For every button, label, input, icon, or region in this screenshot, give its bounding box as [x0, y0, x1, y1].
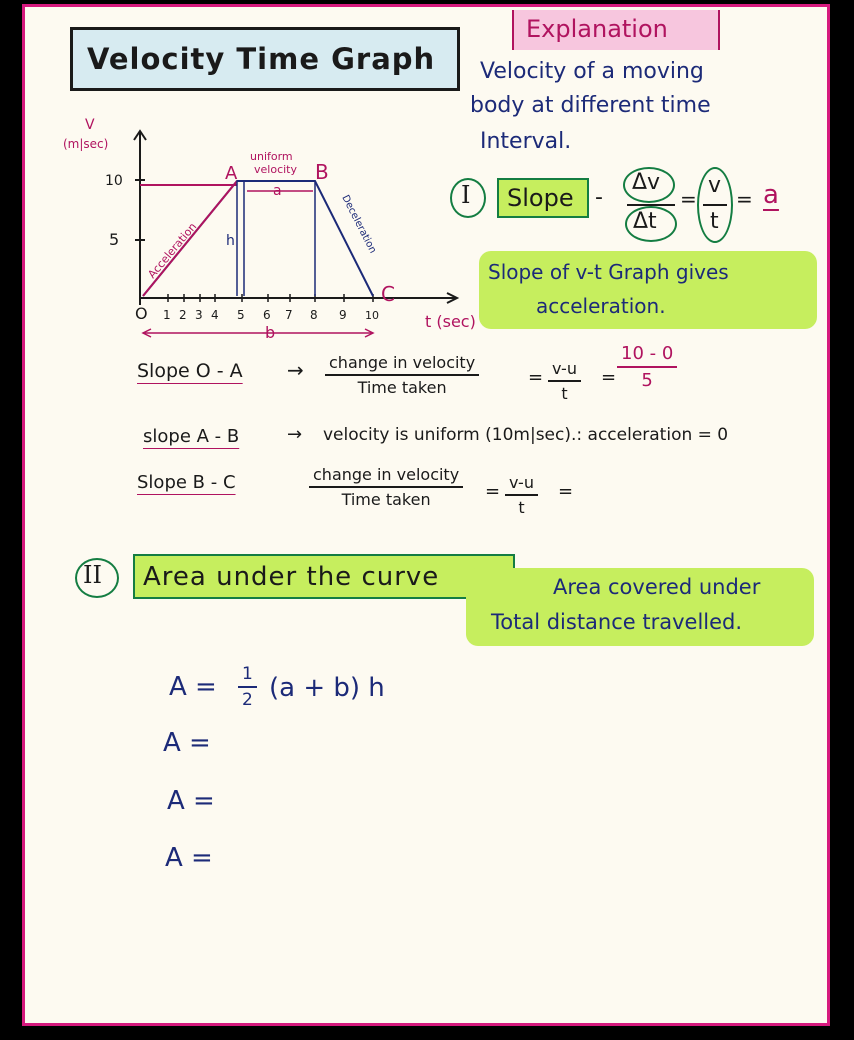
y-axis-unit: (m|sec) — [63, 137, 109, 151]
delta-v: Δv — [632, 170, 661, 195]
x-tick-label-5: 5 — [237, 308, 245, 322]
y-tick-label-5: 5 — [109, 230, 120, 249]
area-eq-lhs: A = — [169, 672, 217, 702]
x-tick-label-10: 10 — [365, 309, 379, 322]
explanation-line-1: Velocity of a moving — [480, 59, 704, 84]
slope-ab-label: slope A - B — [143, 426, 240, 447]
x-tick-label-9: 9 — [339, 308, 347, 322]
area-eq-line-2: A = — [163, 728, 211, 758]
slope-t: t — [710, 209, 719, 234]
area-heading-box — [133, 554, 515, 599]
point-a-label: A — [225, 163, 238, 184]
y-axis-label: V — [85, 117, 95, 133]
bottom-dimension-label: b — [265, 323, 276, 342]
x-tick-label-1: 1 — [163, 308, 171, 322]
delta-t: Δt — [633, 209, 657, 234]
x-tick-label-4: 4 — [211, 308, 219, 322]
section-2-numeral: II — [83, 561, 102, 589]
explanation-heading: Explanation — [526, 15, 668, 43]
uniform-label: uniform — [250, 150, 293, 163]
area-note-line-1: Area covered under — [553, 575, 761, 599]
x-tick-label-8: 8 — [310, 308, 318, 322]
x-tick-label-2: 2 — [179, 308, 187, 322]
page-title: Velocity Time Graph — [87, 42, 436, 76]
notebook-page: Velocity Time Graph Explanation Velocity of a moving body at different time Interval. 10 5 V (m|sec) 1 2 3 4 5 6 7 8 9 10 O t (sec) a b h A B C uniform velocity Acceleration Deceleration I Slope - Δv Δt = v t = a Slope of v-t Graph gives acceleration. Slope O - A → change in velocity Time taken = $\frac{v-u}{t}$ = $\frac{10 - 0}{5}$ slope A - B → velocity is uniform (10m|sec).: acceleration = 0 Slope B - C change in velocity Time taken = $\frac{v-u}{t}$ = II Area under the curve Area covered under Total distance travelled. A = $\frac{1}{2}$ (a + b) h A = A = A = — [22, 4, 830, 1026]
point-b-label: B — [315, 160, 329, 184]
slope-note-line-1: Slope of v-t Graph gives — [488, 260, 729, 284]
area-eq-line-4: A = — [165, 843, 213, 873]
origin-label: O — [135, 304, 148, 323]
x-tick-label-3: 3 — [195, 308, 203, 322]
x-tick-label-7: 7 — [285, 308, 293, 322]
x-tick-label-6: 6 — [263, 308, 271, 322]
area-eq-line-3: A = — [167, 786, 215, 816]
slope-oa-label: Slope O - A — [137, 360, 243, 382]
slope-oa-fraction: change in velocity Time taken — [325, 353, 479, 397]
slope-oa-vu: $\frac{v-u}{t}$ — [548, 359, 581, 403]
slope-v: v — [708, 173, 722, 198]
slope-ab-text: velocity is uniform (10m|sec).: acceleration = 0 — [323, 425, 729, 445]
section-1-numeral: I — [461, 181, 471, 209]
slope-note-line-2: acceleration. — [536, 294, 666, 318]
explanation-line-3: Interval. — [480, 129, 572, 154]
height-label: h — [226, 233, 235, 249]
y-tick-label-10: 10 — [105, 173, 123, 189]
slope-bc-vu: $\frac{v-u}{t}$ — [505, 473, 538, 517]
explanation-line-2: body at different time — [470, 93, 711, 118]
slope-oa-value: $\frac{10 - 0}{5}$ — [617, 343, 677, 391]
top-dimension-label: a — [273, 183, 282, 199]
area-heading: Area under the curve — [143, 562, 440, 592]
slope-a: a — [763, 180, 779, 210]
deceleration-label: Deceleration — [339, 193, 379, 256]
slope-bc-label: Slope B - C — [137, 472, 236, 493]
point-c-label: C — [381, 282, 395, 306]
area-note-line-2: Total distance travelled. — [491, 610, 743, 634]
slope-heading: Slope — [507, 184, 574, 212]
velocity-label: velocity — [254, 163, 297, 176]
x-axis-label: t (sec) — [425, 312, 476, 331]
acceleration-label: Acceleration — [145, 220, 200, 281]
area-eq-half: $\frac{1}{2}$ — [238, 664, 257, 710]
slope-bc-fraction: change in velocity Time taken — [309, 465, 463, 509]
slope-heading-box — [497, 178, 589, 218]
area-eq-formula: (a + b) h — [269, 673, 385, 703]
